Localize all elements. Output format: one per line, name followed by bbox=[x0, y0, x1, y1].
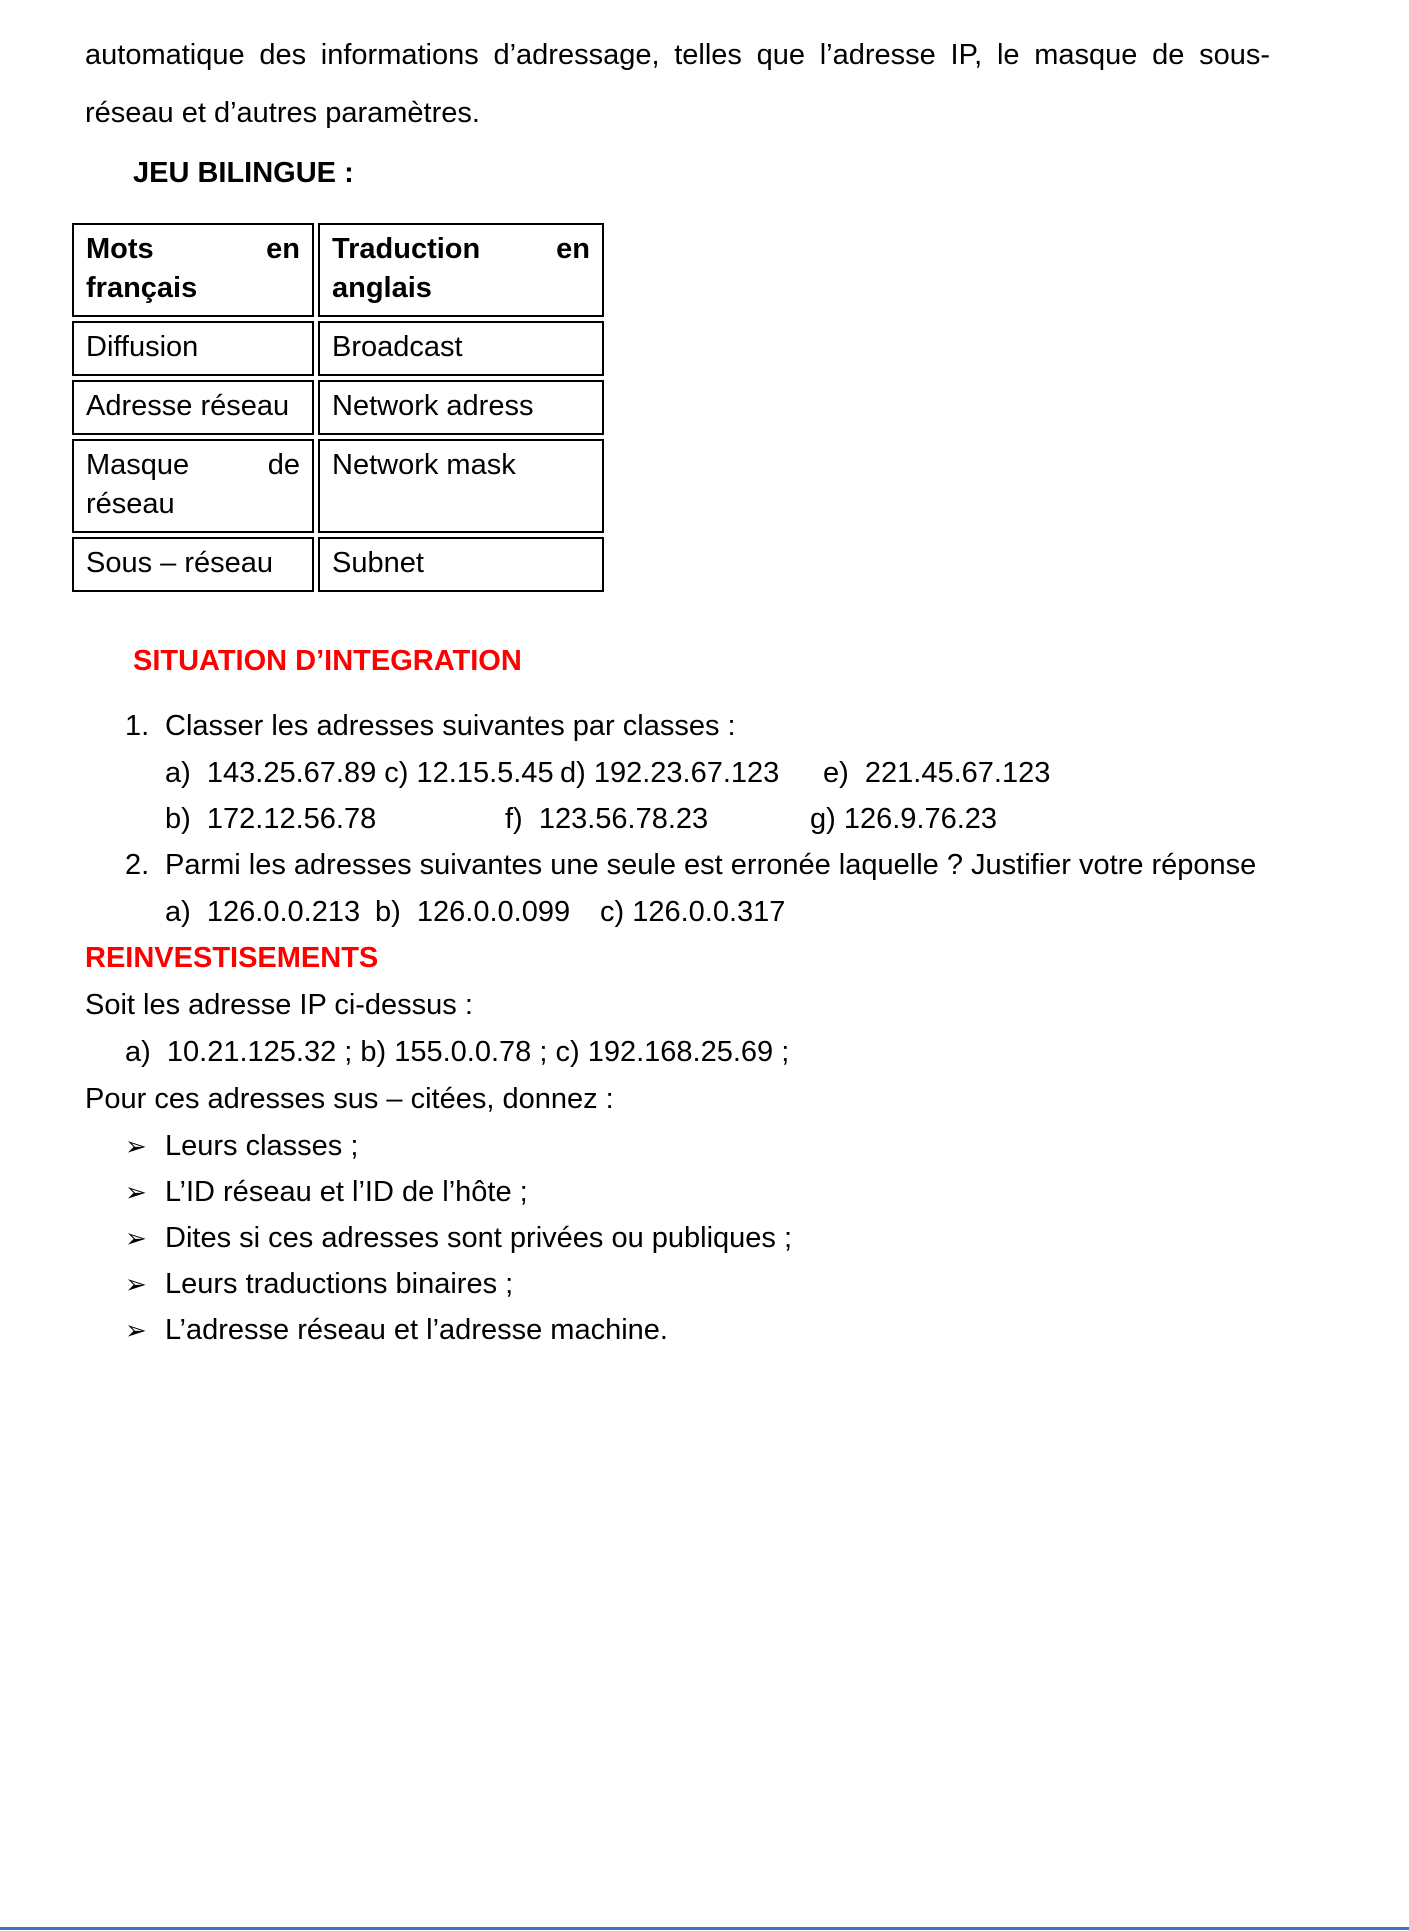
table-header-french: Mots en français bbox=[72, 223, 314, 317]
table-cell-english: Network adress bbox=[318, 380, 604, 435]
table-cell-english: Network mask bbox=[318, 439, 604, 533]
bullet-text: L’ID réseau et l’ID de l’hôte ; bbox=[165, 1176, 528, 1208]
reinvest-addresses: a) 10.21.125.32 ; b) 155.0.0.78 ; c) 192.168.25.69 ; bbox=[125, 1036, 790, 1068]
table-cell-french: Adresse réseau bbox=[72, 380, 314, 435]
arrow-bullet-icon: ➢ bbox=[125, 1315, 147, 1345]
address-segment: a) 143.25.67.89 c) 12.15.5.45 bbox=[165, 757, 554, 789]
table-cell-french: Diffusion bbox=[72, 321, 314, 376]
arrow-bullet-icon: ➢ bbox=[125, 1131, 147, 1161]
table-cell-english: Broadcast bbox=[318, 321, 604, 376]
table-header-row bbox=[72, 223, 604, 317]
list-item-2-text: Parmi les adresses suivantes une seule est erronée laquelle ? Justifier votre réponse bbox=[165, 849, 1257, 881]
table-header-english: Traduction en anglais bbox=[318, 223, 604, 317]
arrow-bullet-icon: ➢ bbox=[125, 1177, 147, 1207]
bilingual-table bbox=[68, 219, 608, 596]
bullet-text: Leurs traductions binaires ; bbox=[165, 1268, 514, 1300]
table-row bbox=[72, 321, 604, 376]
reinvest-instruction: Pour ces adresses sus – citées, donnez : bbox=[85, 1083, 614, 1115]
table-row bbox=[72, 537, 604, 592]
bullet-text: Leurs classes ; bbox=[165, 1130, 359, 1162]
situation-integration-heading: SITUATION D’INTEGRATION bbox=[133, 645, 522, 677]
bullet-text: Dites si ces adresses sont privées ou publiques ; bbox=[165, 1222, 793, 1254]
address-segment: e) 221.45.67.123 bbox=[823, 757, 1051, 789]
table-row bbox=[72, 439, 604, 533]
address-segment: c) 126.0.0.317 bbox=[600, 896, 786, 928]
list-item-1 bbox=[125, 703, 1324, 750]
address-segment: b) 172.12.56.78 bbox=[165, 803, 377, 835]
reinvestissements-heading: REINVESTISEMENTS bbox=[85, 942, 379, 974]
table-cell-english: Subnet bbox=[318, 537, 604, 592]
address-row-bfg bbox=[85, 796, 1324, 842]
address-segment: g) 126.9.76.23 bbox=[810, 803, 998, 835]
bottom-blue-rule bbox=[0, 1927, 1409, 1930]
arrow-bullet-icon: ➢ bbox=[125, 1269, 147, 1299]
bullet-item bbox=[85, 1307, 1324, 1353]
jeu-bilingue-heading: JEU BILINGUE : bbox=[133, 157, 354, 189]
list-item-2 bbox=[125, 842, 1324, 889]
situation-list bbox=[85, 703, 1324, 935]
bullet-list bbox=[85, 1123, 1324, 1353]
intro-paragraph: automatique des informations d’adressage, telles que l’adresse IP, le masque de sous-réseau et d’autres paramètres. bbox=[85, 39, 1270, 129]
address-row-acde bbox=[85, 750, 1324, 796]
table-row bbox=[72, 380, 604, 435]
bullet-item bbox=[85, 1215, 1324, 1261]
table-cell-french: Masque de réseau bbox=[72, 439, 314, 533]
address-row-abc bbox=[85, 889, 1324, 935]
list-item-1-number: 1. bbox=[125, 710, 150, 742]
address-segment: a) 126.0.0.213 bbox=[165, 896, 361, 928]
address-segment: d) 192.23.67.123 bbox=[560, 757, 780, 789]
table-cell-french: Sous – réseau bbox=[72, 537, 314, 592]
bullet-item bbox=[85, 1169, 1324, 1215]
reinvest-intro: Soit les adresse IP ci-dessus : bbox=[85, 989, 473, 1021]
list-item-2-number: 2. bbox=[125, 849, 150, 881]
address-segment: b) 126.0.0.099 bbox=[375, 896, 571, 928]
arrow-bullet-icon: ➢ bbox=[125, 1223, 147, 1253]
bullet-text: L’adresse réseau et l’adresse machine. bbox=[165, 1314, 668, 1346]
bullet-item bbox=[85, 1261, 1324, 1307]
address-segment: f) 123.56.78.23 bbox=[505, 803, 709, 835]
list-item-1-text: Classer les adresses suivantes par classes : bbox=[165, 710, 736, 742]
bullet-item bbox=[85, 1123, 1324, 1169]
